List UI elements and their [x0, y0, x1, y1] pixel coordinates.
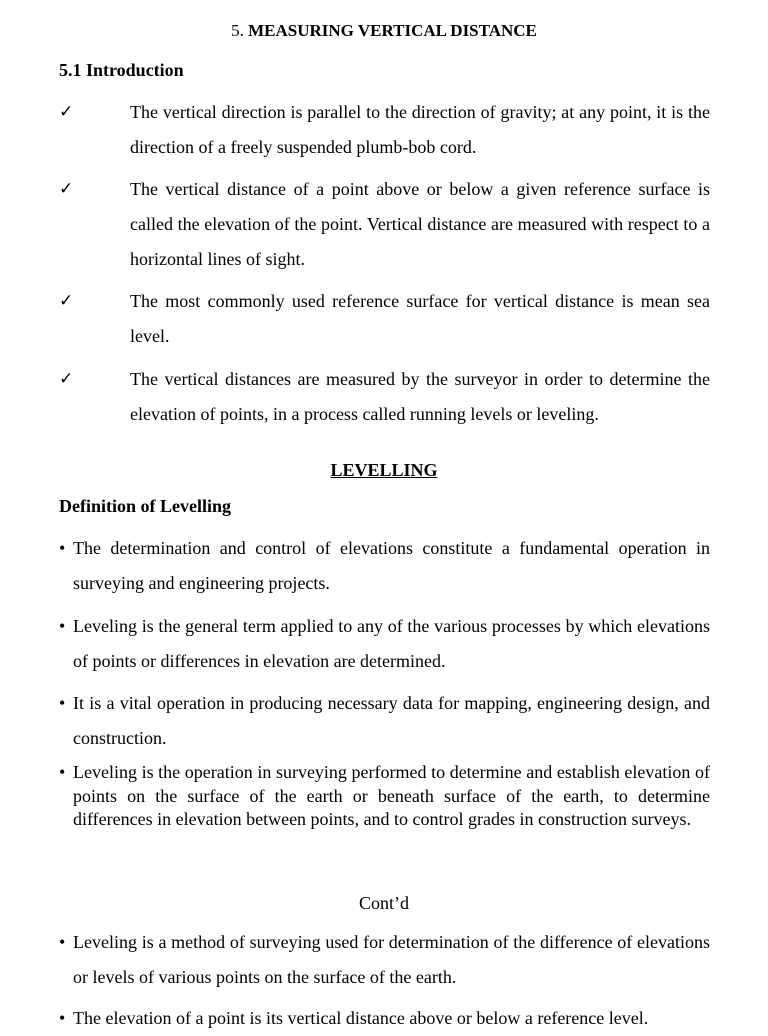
- levelling-item-text: It is a vital operation in producing necessary data for mapping, engineering design, and construction.: [73, 693, 710, 748]
- bullet-icon: •: [59, 616, 66, 636]
- intro-item-text: The vertical direction is parallel to the direction of gravity; at any point, it is the direction of a freely suspended plumb-bob cord.: [130, 102, 710, 157]
- bullet-icon: •: [59, 762, 66, 782]
- intro-heading: 5.1 Introduction: [59, 60, 184, 80]
- contd-item-text: Leveling is a method of surveying used for determination of the difference of elevations or levels of various points on the surface of the earth.: [73, 932, 710, 987]
- check-mark-icon: ✓: [59, 102, 74, 122]
- check-mark-icon: ✓: [59, 369, 74, 389]
- bullet-icon: •: [59, 932, 66, 952]
- levelling-heading: LEVELLING: [330, 460, 438, 480]
- intro-item-text: The vertical distances are measured by the surveyor in order to determine the elevation of points, in a process called running levels or leveling.: [130, 369, 710, 424]
- levelling-item-text: Leveling is the operation in surveying performed to determine and establish elevation of points on the surface of the earth or beneath surface of the earth, to determine differences in elevation between points, and to control grades in construction surveys.: [73, 762, 710, 829]
- levelling-item-text: Leveling is the general term applied to any of the various processes by which elevations of points or differences in elevation are determined.: [73, 616, 710, 671]
- intro-item-text: The most commonly used reference surface for vertical distance is mean sea level.: [130, 291, 710, 346]
- page-title: [0, 20, 768, 42]
- chapter-title: MEASURING VERTICAL DISTANCE: [248, 21, 537, 40]
- definition-heading: Definition of Levelling: [59, 496, 231, 516]
- bullet-icon: •: [59, 1008, 66, 1028]
- bullet-icon: •: [59, 538, 66, 558]
- intro-item-text: The vertical distance of a point above or below a given reference surface is called the elevation of the point. Vertical distance are measured with respect to a horizontal lines of sight.: [130, 179, 710, 269]
- contd-label: Cont’d: [358, 893, 409, 913]
- check-mark-icon: ✓: [59, 179, 74, 199]
- levelling-item-text: The determination and control of elevations constitute a fundamental operation in surveying and engineering projects.: [73, 538, 710, 593]
- chapter-number: 5.: [231, 21, 244, 40]
- check-mark-icon: ✓: [59, 291, 74, 311]
- contd-item-text: The elevation of a point is its vertical distance above or below a reference level.: [73, 1008, 649, 1028]
- bullet-icon: •: [59, 693, 66, 713]
